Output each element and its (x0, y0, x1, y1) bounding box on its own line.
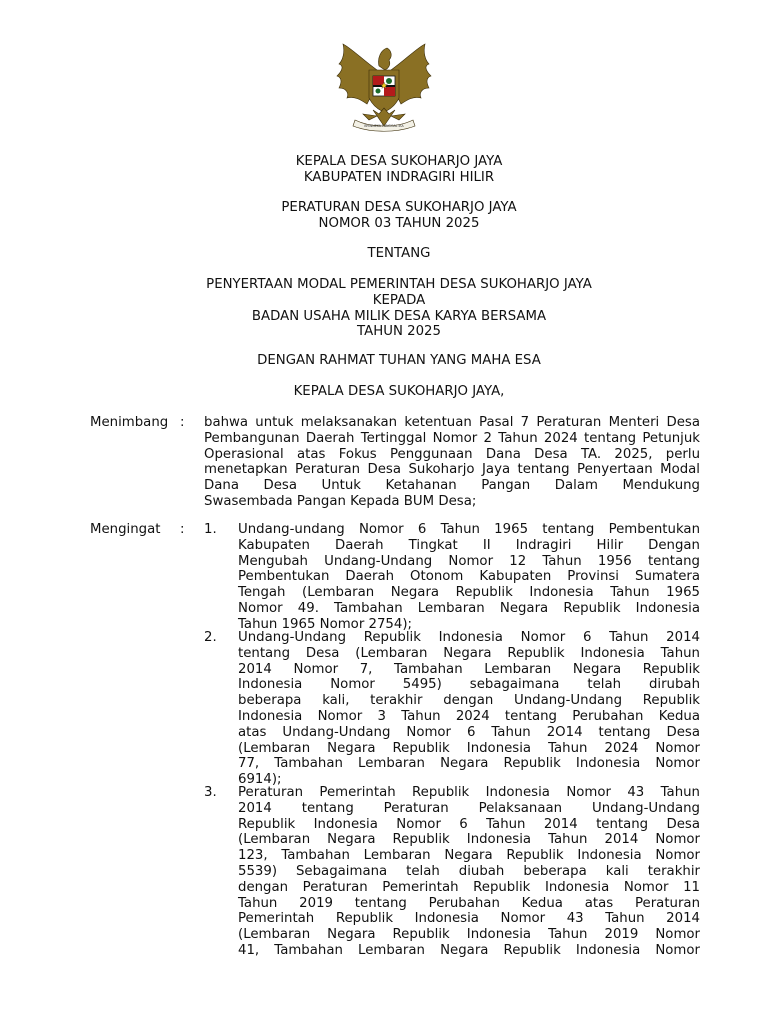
item-line: 41, Tambahan Lembaran Negara Republik Indonesia Nomor (238, 942, 700, 958)
item-line: Kabupaten Daerah Tingkat II Indragiri Hilir Dengan (238, 537, 700, 553)
item-line: (Lembaran Negara Republik Indonesia Tahun 2024 Nomor (238, 740, 700, 756)
menimbang-paragraph (204, 415, 700, 510)
item-line: Mengubah Undang-Undang Nomor 12 Tahun 1956 tentang (238, 553, 700, 569)
item-line: Pemerintah Republik Indonesia Nomor 43 Tahun 2014 (238, 911, 700, 927)
item-line: (Lembaran Negara Republik Indonesia Tahun 2019 Nomor (238, 927, 700, 943)
regulation-subject (0, 277, 768, 340)
item-line: 123, Tambahan Lembaran Negara Republik Indonesia Nomor (238, 848, 700, 864)
item-number-2: 2. (204, 630, 217, 645)
issuer-header (0, 154, 768, 186)
menimbang-label: Menimbang (90, 415, 169, 430)
mengingat-item-3 (238, 785, 700, 959)
item-line: Indonesia Nomor 5495) sebagaimana telah dirubah (238, 677, 700, 693)
issuer-line-1: KEPALA DESA SUKOHARJO JAYA (295, 154, 503, 169)
item-line: Tahun 2019 tentang Perubahan Kedua atas Peraturan (238, 895, 700, 911)
item-line: Tahun 1965 Nomor 2754); (238, 616, 413, 632)
item-line: Tengah (Lembaran Negara Republik Indonesia Tahun 1965 (238, 585, 700, 601)
authority-line (0, 384, 768, 400)
tentang-text: TENTANG (367, 246, 431, 261)
item-line: atas Undang-Undang Nomor 6 Tahun 2O14 tentang Desa (238, 724, 700, 740)
regulation-title: PERATURAN DESA SUKOHARJO JAYA (281, 200, 517, 215)
item-line: Republik Indonesia Nomor 6 Tahun 2014 tentang Desa (238, 816, 700, 832)
svg-text:BHINNEKA TUNGGAL IKA: BHINNEKA TUNGGAL IKA (364, 124, 404, 128)
item-line: Undang-undang Nomor 6 Tahun 1965 tentang Pembentukan (238, 522, 700, 537)
tentang-heading (0, 246, 768, 262)
menimbang-colon: : (180, 415, 185, 430)
subject-line-1: PENYERTAAN MODAL PEMERINTAH DESA SUKOHARJO JAYA (206, 277, 592, 292)
item-line: Indonesia Nomor 3 Tahun 2024 tentang Perubahan Kedua (238, 708, 700, 724)
subject-line-4: TAHUN 2025 (357, 324, 441, 340)
item-line: dengan Peraturan Pemerintah Republik Indonesia Nomor 11 (238, 879, 700, 895)
mengingat-item-1 (238, 522, 700, 633)
item-line: Peraturan Pemerintah Republik Indonesia Nomor 43 Tahun (238, 785, 700, 800)
mengingat-item-2 (238, 630, 700, 788)
subject-line-2: KEPADA (372, 292, 426, 308)
menimbang-line: menetapkan Peraturan Desa Sukoharjo Jaya tentang Penyertaan Modal (204, 462, 700, 478)
authority-text: KEPALA DESA SUKOHARJO JAYA, (293, 384, 505, 399)
item-line: Undang-Undang Republik Indonesia Nomor 6 Tahun 2014 (238, 630, 700, 645)
item-line: 2014 Nomor 7, Tambahan Lembaran Negara Republik (238, 661, 700, 677)
menimbang-line: Operasional atas Fokus Penggunaan Dana Desa TA. 2025, perlu (204, 446, 700, 462)
garuda-emblem-icon (333, 40, 435, 132)
item-line: 2014 tentang Peraturan Pelaksanaan Undang-Undang (238, 800, 700, 816)
menimbang-line: Pembangunan Daerah Tertinggal Nomor 2 Tahun 2024 tentang Petunjuk (204, 430, 700, 446)
item-line: beberapa kali, terakhir dengan Undang-Undang Republik (238, 693, 700, 709)
item-line: 77, Tambahan Lembaran Negara Republik Indonesia Nomor (238, 756, 700, 772)
item-line: 5539) Sebagaimana telah diubah beberapa kali terakhir (238, 863, 700, 879)
subject-line-3: BADAN USAHA MILIK DESA KARYA BERSAMA (251, 308, 547, 324)
item-line: (Lembaran Negara Republik Indonesia Tahun 2014 Nomor (238, 832, 700, 848)
menimbang-line: bahwa untuk melaksanakan ketentuan Pasal 7 Peraturan Menteri Desa (204, 415, 700, 430)
item-number-3: 3. (204, 785, 217, 800)
blessing-line (0, 353, 768, 369)
menimbang-line: Swasembada Pangan Kepada BUM Desa; (204, 493, 477, 509)
issuer-line-2: KABUPATEN INDRAGIRI HILIR (303, 169, 495, 185)
item-line: Pembentukan Daerah Otonom Kabupaten Provinsi Sumatera (238, 569, 700, 585)
menimbang-line: Dana Desa Untuk Ketahanan Pangan Dalam Mendukung (204, 478, 700, 494)
item-line: tentang Desa (Lembaran Negara Republik Indonesia Tahun (238, 645, 700, 661)
regulation-title-block (0, 200, 768, 232)
regulation-number: NOMOR 03 TAHUN 2025 (318, 215, 480, 231)
item-line: Nomor 49. Tambahan Lembaran Negara Republik Indonesia (238, 600, 700, 616)
mengingat-label: Mengingat (90, 522, 161, 537)
mengingat-colon: : (180, 522, 185, 537)
item-number-1: 1. (204, 522, 217, 537)
item-line: 6914); (238, 772, 282, 788)
blessing-text: DENGAN RAHMAT TUHAN YANG MAHA ESA (257, 353, 541, 368)
